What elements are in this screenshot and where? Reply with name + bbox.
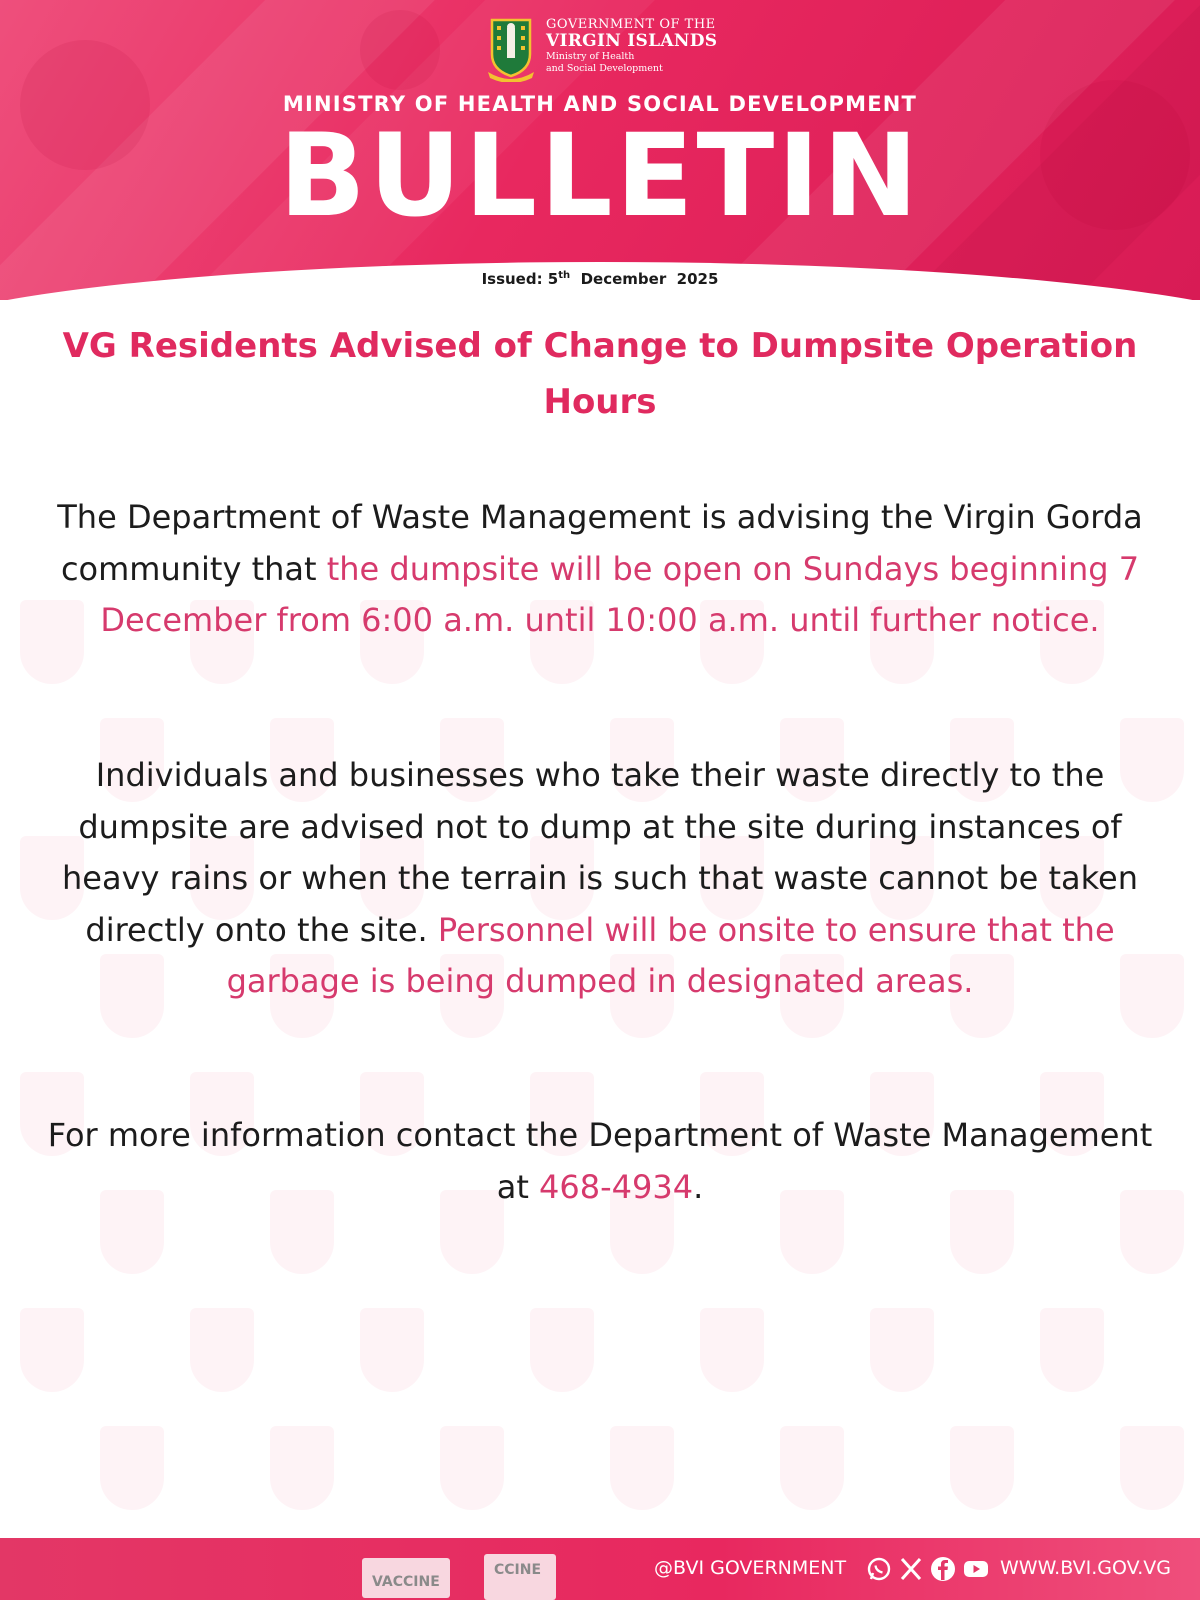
ministry-name: MINISTRY OF HEALTH AND SOCIAL DEVELOPMENT xyxy=(282,92,918,116)
paragraph-dumping-advice xyxy=(30,750,1170,1008)
highlighted-text: the dumpsite will be open on Sundays beginning 7 December from 6:00 a.m. until 10:00 a.m. until further notice. xyxy=(100,549,1140,639)
watermark-shield xyxy=(700,1308,764,1392)
paragraph-text: Individuals and businesses who take their waste directly to the dumpsite are advised not to dump at the site during instances of heavy rains or when the terrain is such that waste cannot be taken directly onto the site. xyxy=(61,756,1139,949)
watermark-shield xyxy=(610,1426,674,1510)
watermark-shield xyxy=(20,1308,84,1392)
paragraph-text: The Department of Waste Management is advising the Virgin Gorda community that xyxy=(57,498,1143,588)
social-icons xyxy=(866,1556,988,1582)
paragraph-end: . xyxy=(693,1167,704,1206)
gov-ministry-line2: and Social Development xyxy=(546,62,663,74)
issued-date xyxy=(0,270,1200,288)
website-link[interactable]: WWW.BVI.GOV.VG xyxy=(1000,1557,1171,1579)
paragraph-contact xyxy=(30,1110,1170,1213)
watermark-shield xyxy=(1040,1308,1104,1392)
facebook-icon[interactable] xyxy=(930,1556,956,1582)
bulletin-title: BULLETIN xyxy=(278,109,922,242)
issued-month-year: December 2025 xyxy=(580,270,719,288)
watermark-shield xyxy=(360,1308,424,1392)
watermark-shield xyxy=(950,1426,1014,1510)
paragraph-opening-hours xyxy=(30,492,1170,647)
watermark-shield xyxy=(780,1426,844,1510)
highlighted-text: Personnel will be onsite to ensure that the garbage is being dumped in designated areas. xyxy=(226,910,1115,1000)
paragraph-text: For more information contact the Department of Waste Management at xyxy=(47,1116,1153,1206)
watermark-shield xyxy=(1120,1426,1184,1510)
watermark-pattern xyxy=(0,600,1200,1540)
social-handle[interactable]: @BVI GOVERNMENT xyxy=(654,1557,847,1579)
issued-suffix: th xyxy=(558,270,571,281)
background-silhouette xyxy=(360,10,440,90)
watermark-shield xyxy=(100,1426,164,1510)
gov-title-line1: GOVERNMENT OF THE xyxy=(546,17,716,32)
watermark-shield xyxy=(270,1426,334,1510)
vaccine-card: CCINE xyxy=(484,1554,556,1600)
youtube-icon[interactable] xyxy=(962,1556,988,1582)
gov-title-line2: VIRGIN ISLANDS xyxy=(546,31,718,51)
vaccine-card: VACCINE xyxy=(362,1558,450,1598)
headline: VG Residents Advised of Change to Dumpsite Operation Hours xyxy=(62,326,1138,422)
watermark-shield xyxy=(190,1308,254,1392)
watermark-shield xyxy=(870,1308,934,1392)
whatsapp-icon[interactable] xyxy=(866,1556,892,1582)
crest-icon xyxy=(486,16,536,82)
gov-ministry-line1: Ministry of Health xyxy=(546,51,635,62)
watermark-shield xyxy=(440,1426,504,1510)
watermark-shield xyxy=(530,1308,594,1392)
header-banner xyxy=(0,0,1200,300)
issued-label: Issued: 5 xyxy=(481,270,559,288)
government-logo xyxy=(486,16,726,82)
phone-number: 468-4934 xyxy=(539,1167,694,1206)
x-icon[interactable] xyxy=(898,1556,924,1582)
footer-bar xyxy=(0,1538,1200,1600)
